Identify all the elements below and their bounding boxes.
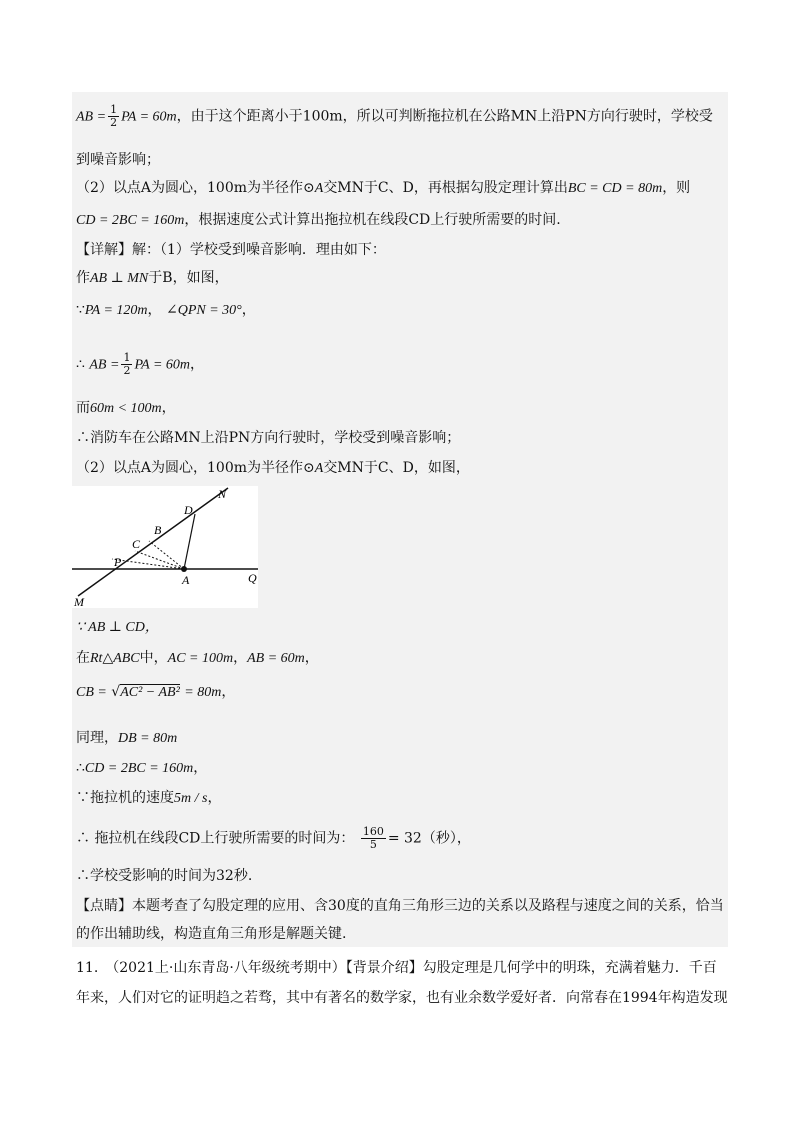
sqrt-radicand: AC² − AB² xyxy=(120,685,180,700)
solution-line-1: AB = $\frac{1}{2}$ PA = 60m，由于这个距离小于100m，所以可判断拖拉机在公路MN上沿PN方向行驶时，学校受 xyxy=(76,103,713,129)
segment-ab xyxy=(149,541,184,569)
solution-line-6: 作AB ⊥ MN于B，如图， xyxy=(76,270,229,286)
solution-line-8: ∴ AB = $\frac{1}{2}$ PA = 60m， xyxy=(76,351,205,377)
label-b: B xyxy=(154,523,162,537)
solution-line-16: ∴CD = 2BC = 160m， xyxy=(76,760,208,776)
solution-line-3: （2）以点A为圆心，100m为半径作⊙A交MN于C、D，再根据勾股定理计算出BC = CD = 80m，则 xyxy=(76,180,691,196)
key-point-line-2: 的作出辅助线，构造直角三角形是解题关键. xyxy=(76,926,347,942)
solution-line-14: CB = √AC² − AB² = 80m， xyxy=(76,684,236,700)
label-p: P xyxy=(114,555,122,569)
circle-a-symbol: ⊙A xyxy=(303,461,324,476)
label-a: A xyxy=(182,573,190,587)
geometry-diagram xyxy=(72,486,258,608)
solution-line-10: ∴消防车在公路MN上沿PN方向行驶时，学校受到噪音影响； xyxy=(76,430,461,446)
line-mn xyxy=(78,488,228,596)
solution-line-2: 到噪音影响； xyxy=(76,152,160,168)
solution-line-11: （2）以点A为圆心，100m为半径作⊙A交MN于C、D，如图， xyxy=(76,460,470,476)
text: ，由于这个距离小于100m，所以可判断拖拉机在公路MN上沿PN方向行驶时，学校受 xyxy=(176,108,713,125)
question-11-line-2: 年来，人们对它的证明趋之若骛，其中有著名的数学家，也有业余数学爱好者．向常春在1994年构造发现 xyxy=(76,990,728,1006)
solution-line-17: ∵拖拉机的速度5m / s， xyxy=(76,790,222,806)
math-cd-2bc: CD = 2BC = 160m xyxy=(76,213,185,228)
math-ab-half-pa: AB = xyxy=(76,109,107,125)
segment-ac xyxy=(135,551,184,569)
label-d: D xyxy=(184,503,193,517)
fraction-one-half: $\frac{1}{2}$ xyxy=(123,351,131,377)
math-bc-cd: BC = CD = 80m xyxy=(567,181,663,196)
point-a xyxy=(181,566,187,572)
solution-line-7: ∵PA = 120m， ∠QPN = 30°， xyxy=(76,302,256,318)
question-11-line-1: 11. （2021上·山东青岛·八年级统考期中）【背景介绍】勾股定理是几何学中的明珠，充满着魅力．千百 xyxy=(76,960,717,976)
solution-line-4: CD = 2BC = 160m，根据速度公式计算出拖拉机在线段CD上行驶所需要的时间. xyxy=(76,212,561,228)
solution-line-9: 而60m < 100m， xyxy=(76,400,176,416)
fraction-160-over-5: $\frac{160}{5}$ xyxy=(362,825,384,851)
solution-line-18: ∴ 拖拉机在线段CD上行驶所需要的时间为： $\frac{160}{5}$ = 32（秒）， xyxy=(76,825,471,851)
label-n: N xyxy=(218,487,227,501)
label-c: C xyxy=(132,537,141,551)
segment-ad xyxy=(184,514,195,569)
solution-line-13: 在Rt△ABC中，AC = 100m，AB = 60m， xyxy=(76,650,319,666)
geometry-figure xyxy=(72,486,258,608)
solution-line-15: 同理，DB = 80m xyxy=(76,730,178,746)
key-point-line-1: 【点睛】本题考查了勾股定理的应用、含30度的直角三角形三边的关系以及路程与速度之间的关系，恰当 xyxy=(76,898,724,914)
label-q: Q xyxy=(248,571,257,585)
circle-a-symbol: ⊙A xyxy=(303,181,324,196)
fraction-one-half: $\frac{1}{2}$ xyxy=(110,103,118,129)
solution-line-12: ∵ AB ⊥ CD， xyxy=(76,620,159,635)
detail-heading: 【详解】解：（1）学校受到噪音影响．理由如下： xyxy=(76,242,386,258)
solution-line-19: ∴学校受影响的时间为32秒. xyxy=(76,868,253,884)
label-m: M xyxy=(74,595,84,608)
